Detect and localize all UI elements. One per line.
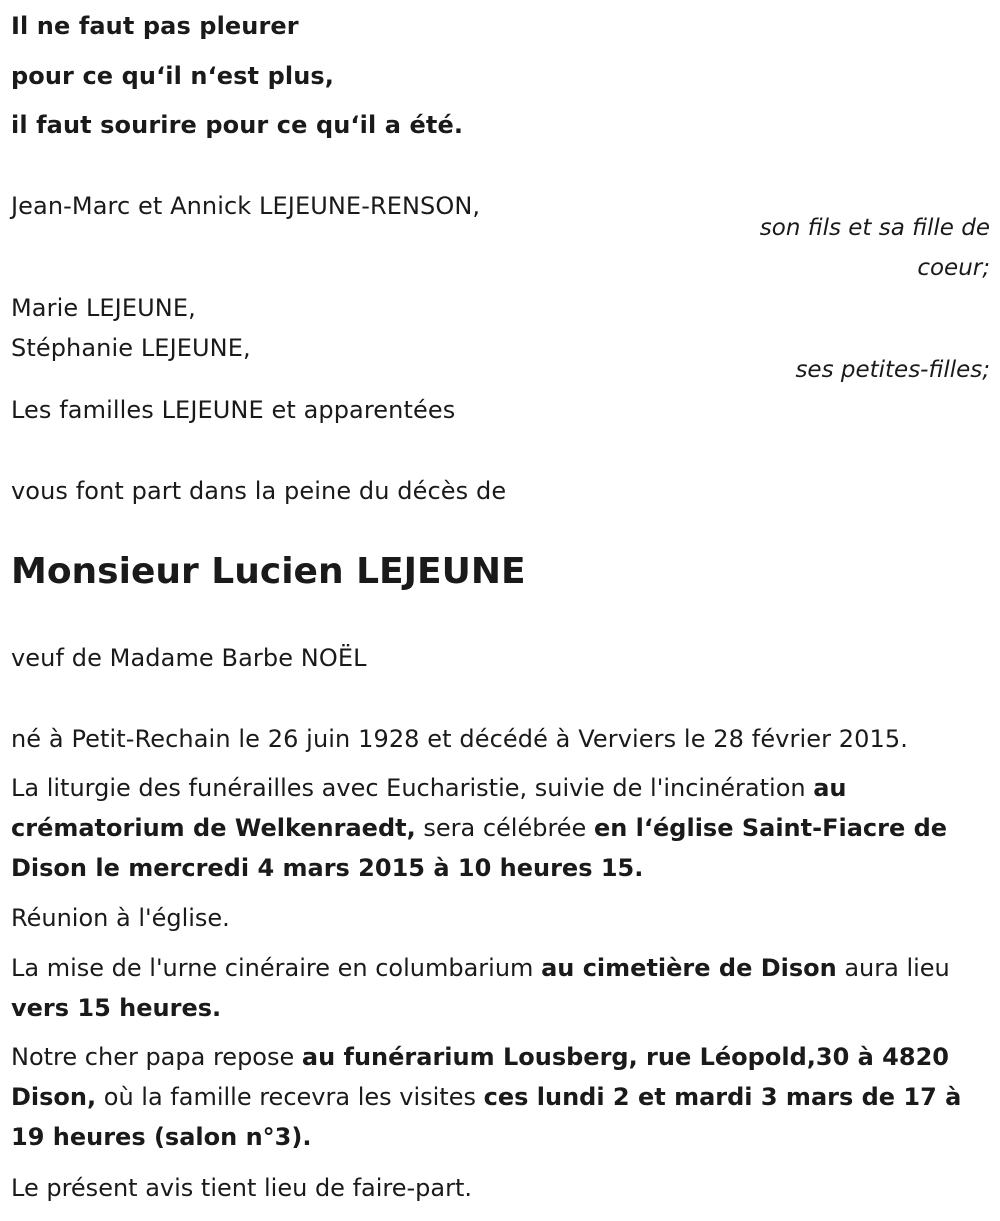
granddaughter-1: Marie LEJEUNE, <box>11 294 196 322</box>
son-names: Jean-Marc et Annick LEJEUNE-RENSON, <box>11 192 481 220</box>
visits-paragraph <box>11 1037 991 1157</box>
announcement: vous font part dans la peine du décès de <box>11 477 507 505</box>
visits-text-2: où la famille recevra les visites <box>96 1083 484 1111</box>
closing-line: Le présent avis tient lieu de faire-part. <box>11 1174 473 1202</box>
families-line: Les familles LEJEUNE et apparentées <box>11 396 456 424</box>
visit-times: ces lundi 2 et mardi 3 mars de 17 à 19 heures (salon n°3). <box>11 1083 962 1151</box>
poem-line-3: il faut sourire pour ce qu‘il a été. <box>11 111 464 139</box>
poem-line-1: Il ne faut pas pleurer <box>11 12 299 40</box>
cemetery: au cimetière de Dison <box>541 954 837 982</box>
deceased-name: Monsieur Lucien LEJEUNE <box>11 551 526 592</box>
son-role-line-1: son fils et sa fille de <box>759 215 990 241</box>
funeral-text-2: sera célébrée <box>415 814 594 842</box>
urn-text-1: La mise de l'urne cinéraire en columbarium <box>11 954 542 982</box>
granddaughters-role: ses petites-filles; <box>795 357 990 383</box>
funeral-text-1: La liturgie des funérailles avec Eucharistie, suivie de l'incinération <box>11 774 814 802</box>
granddaughter-2: Stéphanie LEJEUNE, <box>11 334 251 362</box>
poem-line-2: pour ce qu‘il n‘est plus, <box>11 62 334 90</box>
urn-text-2: aura lieu <box>836 954 950 982</box>
church-and-date: en l‘église Saint-Fiacre de Dison le mercredi 4 mars 2015 à 10 heures 15. <box>11 814 948 882</box>
urn-time: vers 15 heures. <box>11 994 222 1022</box>
birth-death-line: né à Petit-Rechain le 26 juin 1928 et décédé à Verviers le 28 février 2015. <box>11 725 908 753</box>
widower-line: veuf de Madame Barbe NOËL <box>11 644 367 672</box>
visits-text-1: Notre cher papa repose <box>11 1043 302 1071</box>
funeral-paragraph <box>11 768 991 888</box>
urn-paragraph <box>11 948 991 1028</box>
son-role-line-2: coeur; <box>917 255 990 281</box>
funeral-home: au funérarium Lousberg, rue Léopold,30 à 4820 Dison, <box>11 1043 949 1111</box>
meeting-paragraph: Réunion à l'église. <box>11 904 230 932</box>
crematorium: au crématorium de Welkenraedt, <box>11 774 847 842</box>
